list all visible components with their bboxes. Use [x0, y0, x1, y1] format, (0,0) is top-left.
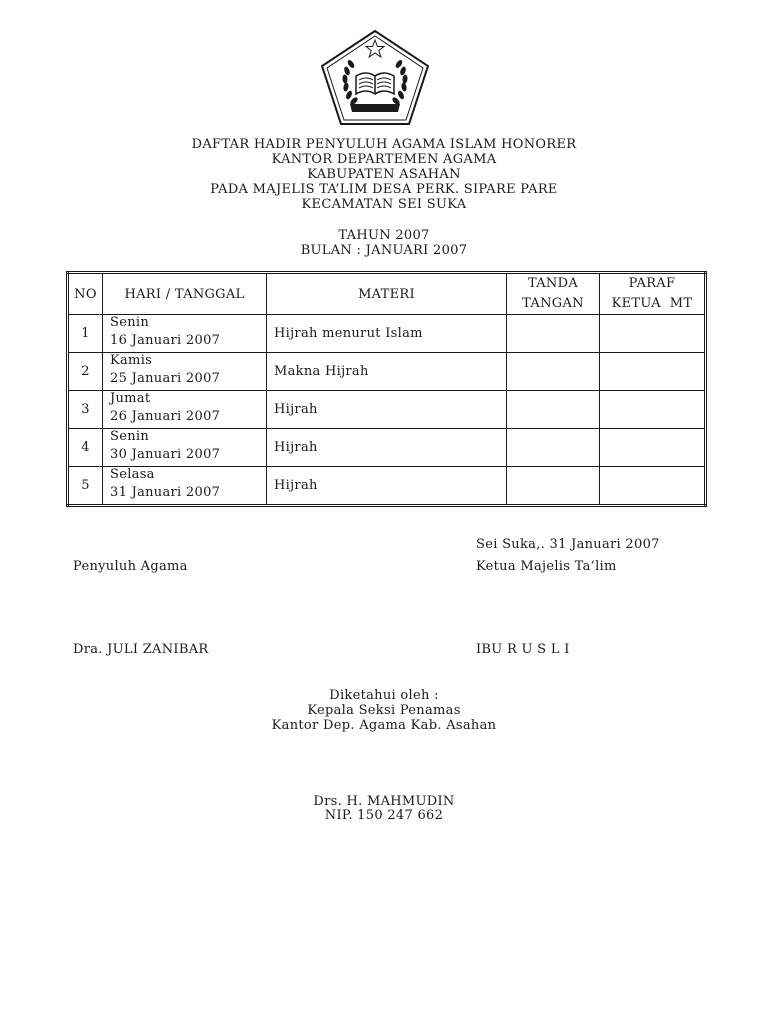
- header-initial-line-2: KETUA MT: [611, 296, 693, 311]
- row-materi: Hijrah: [267, 467, 507, 506]
- row-no: 3: [68, 391, 103, 429]
- row-signature-cell: [507, 429, 600, 467]
- row-materi: Makna Hijrah: [267, 353, 507, 391]
- table-row: [68, 353, 706, 391]
- year-line: TAHUN 2007: [338, 228, 430, 243]
- left-signer-role: Penyuluh Agama: [73, 559, 188, 574]
- row-date: 30 Januari 2007: [110, 447, 221, 462]
- document-title-line-1: DAFTAR HADIR PENYULUH AGAMA ISLAM HONORER: [191, 137, 577, 152]
- table-row: [68, 467, 706, 506]
- row-initial-cell: [600, 315, 706, 353]
- header-initial-line-1: PARAF: [628, 276, 676, 291]
- right-signer-role: Ketua Majelis Ta’lim: [476, 559, 617, 574]
- row-initial-cell: [600, 391, 706, 429]
- header-signature: [507, 273, 600, 315]
- document-title-line-4: PADA MAJELIS TA’LIM DESA PERK. SIPARE PARE: [210, 182, 558, 197]
- left-signer-name: Dra. JULI ZANIBAR: [73, 642, 209, 657]
- row-day-date: [103, 315, 267, 353]
- row-date: 25 Januari 2007: [110, 371, 221, 386]
- row-day: Senin: [110, 315, 150, 330]
- row-date: 26 Januari 2007: [110, 409, 221, 424]
- row-no: 2: [68, 353, 103, 391]
- official-office: Kantor Dep. Agama Kab. Asahan: [271, 718, 497, 733]
- table-row: [68, 391, 706, 429]
- table-row: [68, 429, 706, 467]
- header-signature-line-1: TANDA: [527, 276, 579, 291]
- row-materi: Hijrah: [267, 429, 507, 467]
- row-initial-cell: [600, 353, 706, 391]
- header-materi: MATERI: [267, 273, 507, 315]
- row-day-date: [103, 353, 267, 391]
- header-no: NO: [68, 273, 103, 315]
- header-initial: [600, 273, 706, 315]
- row-signature-cell: [507, 315, 600, 353]
- row-day: Senin: [110, 429, 150, 444]
- row-day-date: [103, 429, 267, 467]
- acknowledged-by: Diketahui oleh :: [329, 688, 439, 703]
- row-materi: Hijrah menurut Islam: [267, 315, 507, 353]
- header-day-date: HARI / TANGGAL: [103, 273, 267, 315]
- row-day: Selasa: [110, 467, 155, 482]
- row-initial-cell: [600, 429, 706, 467]
- header-signature-line-2: TANGAN: [522, 296, 584, 311]
- document-title-line-2: KANTOR DEPARTEMEN AGAMA: [271, 152, 497, 167]
- row-day-date: [103, 467, 267, 506]
- row-day: Kamis: [110, 353, 153, 368]
- place-date: Sei Suka,. 31 Januari 2007: [476, 537, 660, 552]
- row-date: 16 Januari 2007: [110, 333, 221, 348]
- document-title-line-3: KABUPATEN ASAHAN: [307, 167, 461, 182]
- official-name: Drs. H. MAHMUDIN: [313, 794, 455, 809]
- row-no: 1: [68, 315, 103, 353]
- row-day-date: [103, 391, 267, 429]
- official-nip: NIP. 150 247 662: [324, 808, 444, 823]
- row-initial-cell: [600, 467, 706, 506]
- row-signature-cell: [507, 467, 600, 506]
- row-materi: Hijrah: [267, 391, 507, 429]
- month-line: BULAN : JANUARI 2007: [300, 243, 468, 258]
- row-no: 4: [68, 429, 103, 467]
- row-date: 31 Januari 2007: [110, 485, 221, 500]
- official-title: Kepala Seksi Penamas: [307, 703, 461, 718]
- row-day: Jumat: [110, 391, 151, 406]
- row-signature-cell: [507, 353, 600, 391]
- attendance-table: [66, 271, 707, 507]
- document-title-line-5: KECAMATAN SEI SUKA: [301, 197, 467, 212]
- table-row: [68, 315, 706, 353]
- row-no: 5: [68, 467, 103, 506]
- right-signer-name: IBU R U S L I: [476, 642, 570, 657]
- table-header-row: [68, 273, 706, 315]
- row-signature-cell: [507, 391, 600, 429]
- ministry-emblem-icon: [318, 28, 432, 128]
